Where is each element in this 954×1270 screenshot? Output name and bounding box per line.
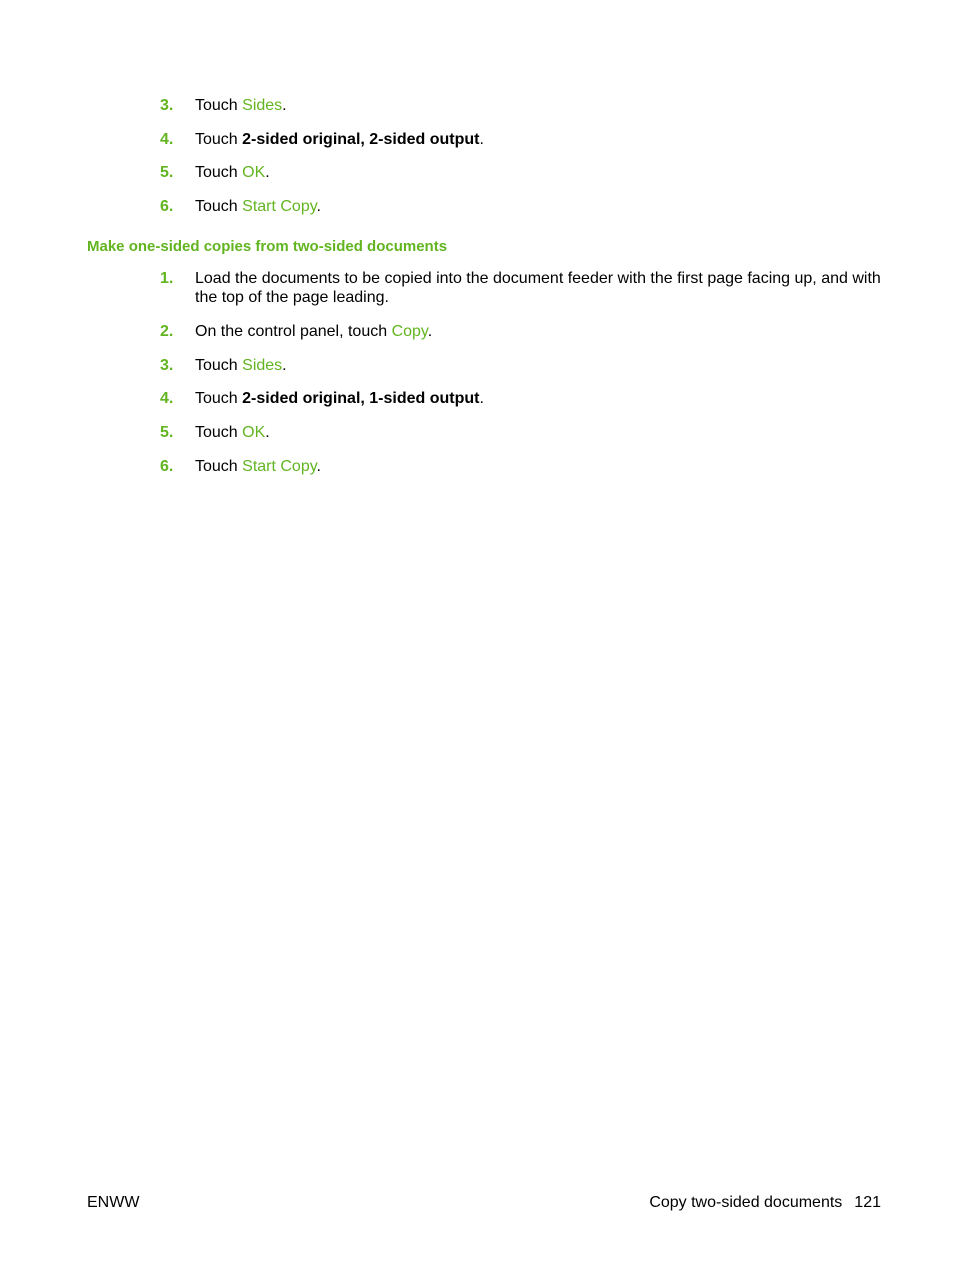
- step-prefix: Touch: [195, 198, 243, 215]
- step-number: 2.: [160, 323, 174, 340]
- ok-link[interactable]: OK: [242, 424, 266, 441]
- step-number: 6.: [160, 458, 174, 475]
- step-suffix: .: [479, 131, 484, 148]
- step-suffix: .: [427, 323, 433, 340]
- step-text: [195, 130, 885, 149]
- step-suffix: .: [265, 164, 270, 181]
- footer-section-title: Copy two-sided documents: [649, 1194, 843, 1211]
- step-suffix: .: [265, 424, 270, 441]
- step-text: [195, 389, 885, 408]
- step-number: 6.: [160, 198, 174, 215]
- step-prefix: Touch: [195, 357, 243, 374]
- option-2-sided-output: 2-sided original, 2-sided output: [242, 131, 480, 148]
- step-suffix: .: [282, 357, 287, 374]
- step-number: 5.: [160, 424, 174, 441]
- copy-link[interactable]: Copy: [391, 323, 428, 340]
- page-number: 121: [854, 1194, 881, 1211]
- step-text: [195, 457, 885, 476]
- step-prefix: On the control panel, touch: [195, 323, 392, 340]
- step-suffix: .: [282, 97, 287, 114]
- ok-link[interactable]: OK: [242, 164, 266, 181]
- step-prefix: Touch: [195, 458, 243, 475]
- step-prefix: Touch: [195, 424, 243, 441]
- start-copy-link[interactable]: Start Copy: [242, 198, 317, 215]
- start-copy-link[interactable]: Start Copy: [242, 458, 317, 475]
- step-number: 3.: [160, 357, 174, 374]
- step-text: [195, 197, 885, 216]
- step-text: [195, 356, 885, 375]
- step-suffix: .: [479, 390, 484, 407]
- footer-right: [649, 1193, 881, 1212]
- step-number: 4.: [160, 131, 174, 148]
- step-prefix: Touch: [195, 164, 243, 181]
- step-number: 5.: [160, 164, 174, 181]
- sides-link[interactable]: Sides: [242, 357, 283, 374]
- step-prefix: Touch: [195, 131, 243, 148]
- step-number: 4.: [160, 390, 174, 407]
- step-text: [195, 163, 885, 182]
- footer-left-label: ENWW: [87, 1194, 140, 1211]
- step-number: 3.: [160, 97, 174, 114]
- section-heading: Make one-sided copies from two-sided documents: [87, 238, 448, 255]
- step-suffix: .: [316, 198, 321, 215]
- step-prefix: Touch: [195, 97, 243, 114]
- step-text: [195, 96, 885, 115]
- step-text: Load the documents to be copied into the document feeder with the first page facing up, and with the top of the page leading.: [195, 270, 881, 306]
- step-number: 1.: [160, 270, 174, 287]
- step-suffix: .: [316, 458, 321, 475]
- step-text: [195, 423, 885, 442]
- option-1-sided-output: 2-sided original, 1-sided output: [242, 390, 480, 407]
- sides-link[interactable]: Sides: [242, 97, 283, 114]
- step-prefix: Touch: [195, 390, 243, 407]
- step-text: [195, 322, 885, 341]
